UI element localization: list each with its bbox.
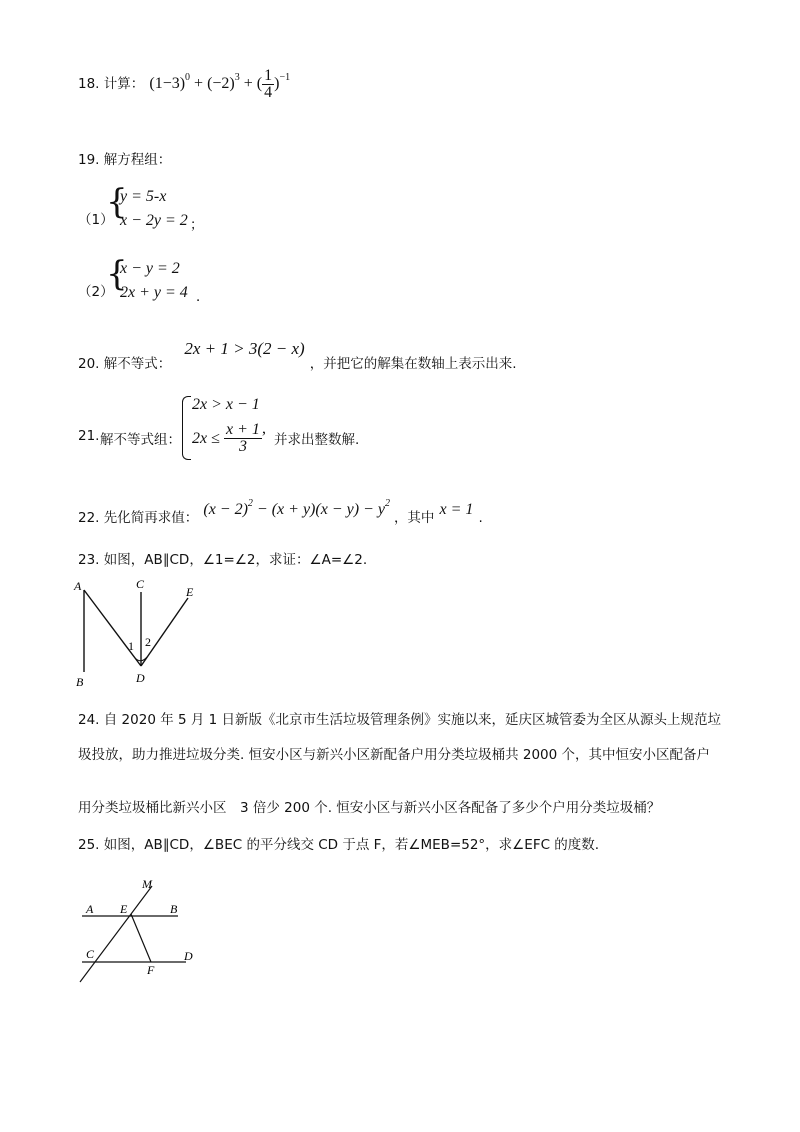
figure-25 — [70, 876, 210, 988]
question-label: 计算： — [103, 76, 145, 93]
fraction: $\frac{x + 1}{3}$ — [226, 421, 260, 455]
label-f: F — [147, 963, 155, 977]
label-b: B — [170, 902, 178, 916]
question-23: 23. 如图，AB∥CD，∠1=∠2，求证：∠A=∠2. — [78, 552, 368, 568]
label-b: B — [76, 675, 84, 689]
label-angle-1: 1 — [128, 639, 134, 653]
segment-de — [141, 598, 188, 666]
label-c: C — [86, 947, 95, 961]
label-angle-2: 2 — [145, 635, 151, 649]
question-24-line-3: 用分类垃圾桶比新兴小区 3 倍少 200 个. 恒安小区与新兴小区各配备了多少个户用分类垃圾桶？ — [78, 800, 661, 816]
left-brace — [182, 396, 191, 460]
label-d: D — [136, 671, 145, 685]
expression: $(1-3)^0 + (-2)^3$ + ( $\frac{1}{4}$ )$^{-1}$ — [149, 67, 291, 101]
label-a: A — [74, 579, 82, 593]
label-e: E — [120, 902, 128, 916]
label-m: M — [142, 877, 152, 891]
fraction: $\frac{1}{4}$ — [264, 67, 273, 101]
label-d: D — [184, 949, 193, 963]
segment-ad — [84, 590, 141, 666]
question-18 — [78, 68, 290, 101]
label-e: E — [186, 585, 194, 599]
left-brace: { — [106, 254, 128, 294]
question-24-line-2: 圾投放，助力推进垃圾分类. 恒安小区与新兴小区新配备户用分类垃圾桶共 2000 个，其中恒安小区配备户 — [78, 747, 711, 763]
figure-23 — [70, 574, 210, 690]
question-24-line-1: 24. 自 2020 年 5 月 1 日新版《北京市生活垃圾管理条例》实施以来，延庆区城管委为全区从源头上规范垃 — [78, 712, 722, 728]
left-brace: { — [106, 182, 128, 222]
segment-ef — [131, 914, 151, 962]
expression: $(x - 2)^2 - (x + y)(x - y) - y^2$ — [203, 498, 390, 518]
label-a: A — [86, 902, 94, 916]
condition: x = 1 — [439, 501, 474, 518]
question-20: $_{20.}$ $_{解不等式:}$ 2x + 1 > 3(2 − x) $_{,并把它的解集在数轴上表示出来.}$ — [78, 339, 517, 372]
question-22: $_{22.}$ $_{先化简再求值:}$ $(x - 2)^2 - (x + y)(x - y) - y^2$ $_{,其中}$ x = 1 $_.$ — [78, 498, 483, 526]
transversal-mc — [80, 886, 152, 982]
question-25: 25. 如图，AB∥CD，∠BEC 的平分线交 CD 于点 F，若∠MEB=52°，求∠EFC 的度数. — [78, 837, 600, 853]
question-19-title: 19. 解方程组： — [78, 152, 172, 168]
label-c: C — [136, 577, 145, 591]
question-number: 18. — [78, 76, 104, 93]
inequality: 2x + 1 > 3(2 − x) — [184, 339, 305, 358]
